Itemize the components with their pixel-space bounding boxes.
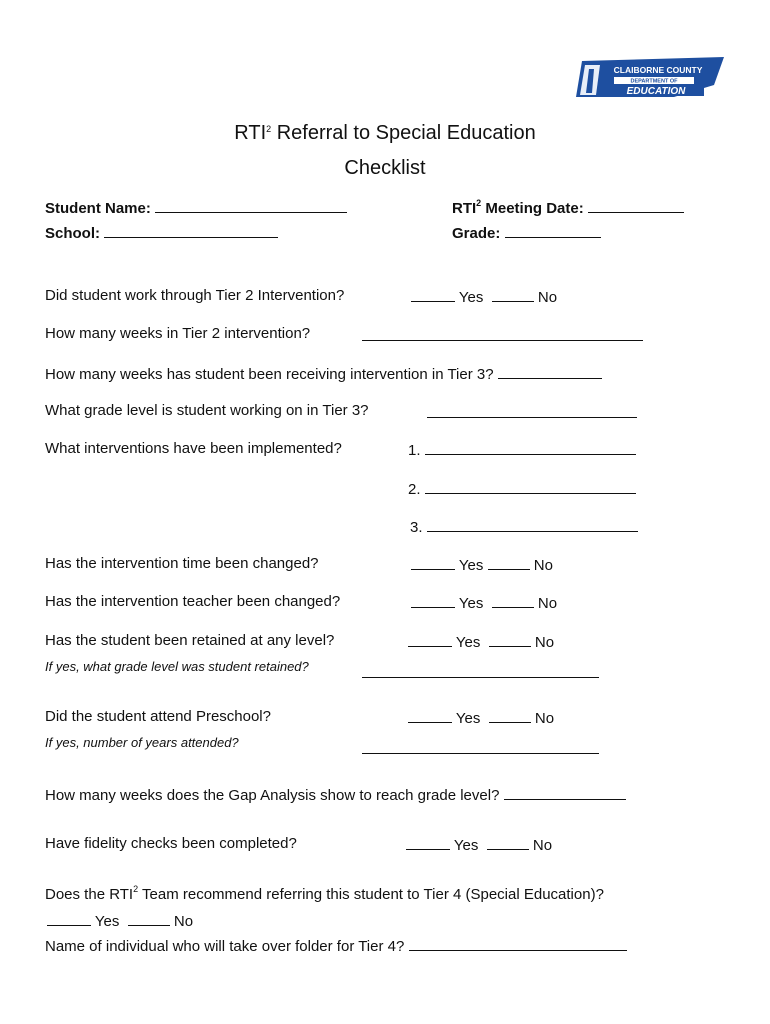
question-interventions-implemented: What interventions have been implemented? <box>45 440 342 457</box>
logo-line1: CLAIBORNE COUNTY <box>613 65 703 75</box>
retained-no-blank[interactable] <box>489 632 531 647</box>
gap-analysis-text: How many weeks does the Gap Analysis show to reach grade level? <box>45 787 500 804</box>
preschool-no-label: No <box>534 710 555 727</box>
gap-analysis-blank[interactable] <box>504 785 626 800</box>
tier2-yes-no[interactable] <box>411 287 557 306</box>
intervention-1-number: 1. <box>408 442 421 459</box>
question-team-recommend <box>45 886 604 903</box>
tier2-yes-blank[interactable] <box>411 287 455 302</box>
question-fidelity-checks: Have fidelity checks been completed? <box>45 835 297 852</box>
intervention-2-field[interactable] <box>408 479 636 498</box>
time-changed-no-label: No <box>533 557 553 574</box>
title-suffix: Referral to Special Education <box>271 122 536 144</box>
preschool-yes-label: Yes <box>455 710 481 727</box>
time-changed-yes-blank[interactable] <box>411 555 455 570</box>
meeting-date-field[interactable] <box>452 198 684 217</box>
retained-followup: If yes, what grade level was student retained? <box>45 659 309 674</box>
tier3-weeks-text: How many weeks has student been receiving intervention in Tier 3? <box>45 366 494 383</box>
intervention-3-field[interactable] <box>410 517 638 536</box>
team-recommend-no-label: No <box>173 913 194 930</box>
folder-owner-text: Name of individual who will take over folder for Tier 4? <box>45 938 405 955</box>
claiborne-county-logo <box>574 57 724 99</box>
intervention-1-blank[interactable] <box>425 440 636 455</box>
team-recommend-sup: 2 <box>133 884 139 894</box>
team-recommend-yes-label: Yes <box>94 913 120 930</box>
question-tier2-weeks: How many weeks in Tier 2 intervention? <box>45 325 311 342</box>
retained-yes-label: Yes <box>455 634 481 651</box>
preschool-years-blank[interactable] <box>362 739 599 754</box>
retained-yes-no[interactable] <box>408 632 554 651</box>
meeting-prefix: RTI <box>452 200 477 217</box>
question-folder-owner <box>45 936 627 955</box>
team-recommend-yes-blank[interactable] <box>47 911 91 926</box>
intervention-3-number: 3. <box>410 519 423 536</box>
preschool-no-blank[interactable] <box>489 708 531 723</box>
tier3-weeks-blank[interactable] <box>498 364 602 379</box>
intervention-3-blank[interactable] <box>427 517 638 532</box>
student-name-blank[interactable] <box>155 198 347 213</box>
teacher-changed-no-label: No <box>537 595 558 612</box>
retained-no-label: No <box>534 634 555 651</box>
question-teacher-changed: Has the intervention teacher been changed? <box>45 593 341 610</box>
intervention-2-number: 2. <box>408 481 421 498</box>
team-recommend-prefix: Does the RTI <box>45 886 134 903</box>
tier2-yes-label: Yes <box>458 289 484 306</box>
preschool-followup: If yes, number of years attended? <box>45 735 239 750</box>
logo-line3: EDUCATION <box>626 86 686 97</box>
fidelity-yes-blank[interactable] <box>406 835 450 850</box>
tier2-no-label: No <box>537 289 558 306</box>
meeting-suffix: Meeting Date: <box>481 200 584 217</box>
logo-line2: DEPARTMENT OF <box>630 78 678 85</box>
teacher-changed-yes-label: Yes <box>458 595 484 612</box>
question-preschool: Did the student attend Preschool? <box>45 708 271 725</box>
page-title <box>0 122 770 145</box>
grade-blank[interactable] <box>505 223 601 238</box>
title-sup: 2 <box>266 124 272 134</box>
question-gap-analysis <box>45 785 626 804</box>
time-changed-yes-label: Yes <box>458 557 484 574</box>
fidelity-yes-no[interactable] <box>406 835 552 854</box>
preschool-yes-no[interactable] <box>408 708 554 727</box>
team-recommend-no-blank[interactable] <box>128 911 170 926</box>
question-tier2-intervention: Did student work through Tier 2 Intervention? <box>45 287 345 304</box>
question-tier3-grade-level: What grade level is student working on in Tier 3? <box>45 402 369 419</box>
grade-label: Grade: <box>452 225 501 242</box>
team-recommend-suffix: Team recommend referring this student to Tier 4 (Special Education)? <box>138 886 604 903</box>
school-field[interactable] <box>45 223 278 242</box>
intervention-2-blank[interactable] <box>425 479 636 494</box>
page-subtitle: Checklist <box>344 157 426 179</box>
title-prefix: RTI <box>234 122 267 144</box>
fidelity-yes-label: Yes <box>453 837 479 854</box>
retained-yes-blank[interactable] <box>408 632 452 647</box>
team-recommend-yes-no[interactable] <box>47 911 193 930</box>
question-tier3-weeks <box>45 364 602 383</box>
tier2-no-blank[interactable] <box>492 287 534 302</box>
student-name-field[interactable] <box>45 198 347 217</box>
tier2-weeks-blank[interactable] <box>362 326 643 341</box>
grade-field[interactable] <box>452 223 601 242</box>
teacher-changed-yes-no[interactable] <box>411 593 557 612</box>
time-changed-yes-no[interactable] <box>411 555 553 574</box>
teacher-changed-yes-blank[interactable] <box>411 593 455 608</box>
fidelity-no-label: No <box>532 837 553 854</box>
school-blank[interactable] <box>104 223 278 238</box>
time-changed-no-blank[interactable] <box>488 555 530 570</box>
question-time-changed: Has the intervention time been changed? <box>45 555 319 572</box>
intervention-1-field[interactable] <box>408 440 636 459</box>
meeting-date-blank[interactable] <box>588 198 684 213</box>
school-label: School: <box>45 225 100 242</box>
teacher-changed-no-blank[interactable] <box>492 593 534 608</box>
tier3-grade-blank[interactable] <box>427 403 637 418</box>
retained-grade-blank[interactable] <box>362 663 599 678</box>
preschool-yes-blank[interactable] <box>408 708 452 723</box>
meeting-sup: 2 <box>476 198 482 208</box>
folder-owner-blank[interactable] <box>409 936 627 951</box>
fidelity-no-blank[interactable] <box>487 835 529 850</box>
student-name-label: Student Name: <box>45 200 151 217</box>
question-retained: Has the student been retained at any level? <box>45 632 335 649</box>
